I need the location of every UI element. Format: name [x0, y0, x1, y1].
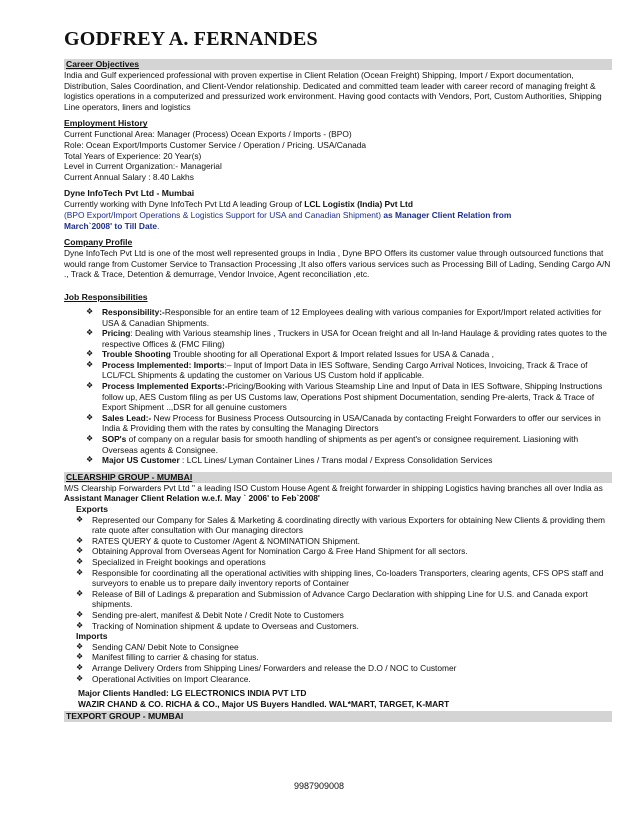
list-item — [76, 568, 612, 589]
employment-line: Level in Current Organization:- Managerial — [64, 161, 222, 172]
dyne-role: as Manager Client Relation from — [383, 209, 512, 220]
item-label: SOP's — [102, 434, 127, 445]
item-text: Sending pre-alert, manifest & Debit Note / Credit Note to Customers — [92, 609, 344, 620]
list-item — [76, 652, 612, 663]
item-text: of company on a regular basis for smooth handling of shipments as per agent's or consignee requirement. Liasioning with Overseas agents & Consignee. — [102, 434, 579, 455]
list-item — [86, 307, 612, 328]
list-item — [86, 434, 612, 455]
item-text: Responsible for coordinating all the operational activities with shipping lines, Co-loaders Transporters, clearing agents, CFS OPS staff and surveyors to enable us to prepare daily inventory reports of Container — [92, 567, 604, 589]
page-footer-number: 9987909008 — [293, 781, 345, 791]
diamond-bullet-icon: ❖ — [86, 306, 94, 316]
list-item — [76, 536, 612, 547]
clearship-intro-text: M/S Clearship Forwarders Pvt Ltd " a leading ISO Custom House Agent & freight forwarder in shipping Logistics having branches all over India as — [64, 482, 603, 493]
diamond-bullet-icon: ❖ — [86, 359, 94, 369]
dyne-line-3-tail: . — [157, 220, 160, 231]
item-text: :– Input of Import Data in IES Software, Sending Cargo Arrival Notices, Invoicing, Track & Trace of LCL/FCL Shipments & updating the customer on Various US Custom hold if applicable. — [102, 359, 588, 381]
dyne-line-1 — [64, 199, 612, 210]
list-item — [76, 557, 612, 568]
list-item — [76, 642, 612, 653]
item-label: Process Implemented Exports:- — [102, 381, 228, 392]
item-text: Tracking of Nomination shipment & update to Overseas and Customers. — [92, 620, 359, 631]
section-heading-texport: TEXPORT GROUP - MUMBAI — [66, 711, 184, 722]
item-text: Represented our Company for Sales & Marketing & coordinating directly with various Exporters for obtaining New Clients & providing them rate quote after consultation with Our managing directors — [92, 514, 605, 536]
section-heading-clearship: CLEARSHIP GROUP - MUMBAI — [66, 471, 193, 482]
section-heading-employment: Employment History — [64, 118, 148, 129]
exports-heading: Exports — [76, 504, 108, 514]
company-profile-text: Dyne InfoTech Pvt Ltd is one of the most well represented groups in India , Dyne BPO Offers its customer value through outsourced functions that would range from Customer Service to Transaction Processing ,It also offers various services such as Processing Bill of Lading, Sending Cargo A/N ., Track & Trace, Detention & demurrage, Vendor Invoice, Agent reconciliation ,etc. — [64, 248, 611, 280]
diamond-bullet-icon: ❖ — [86, 455, 94, 465]
item-label: Sales Lead:- — [102, 412, 152, 423]
item-label: Process Implemented: Imports — [102, 359, 225, 370]
list-item — [86, 381, 612, 413]
item-text: Obtaining Approval from Overseas Agent for Nomination Cargo & Free Hand Shipment for all sectors. — [92, 546, 468, 557]
dyne-line-3 — [64, 221, 612, 232]
employment-line: Current Annual Salary : 8.40 Lakhs — [64, 171, 194, 182]
diamond-bullet-icon: ❖ — [76, 556, 84, 566]
list-item — [76, 546, 612, 557]
list-item — [86, 328, 612, 349]
item-text: Trouble shooting for all Operational Export & Import related Issues for USA & Canada , — [170, 349, 494, 360]
dyne-line-2 — [64, 210, 612, 221]
candidate-name: GODFREY A. FERNANDES — [64, 28, 318, 50]
item-text: Release of Bill of Ladings & preparation and Submission of Advance Cargo Declaration with shipping Line for U.S. and Canada export shipments. — [92, 588, 588, 610]
employment-line: Total Years of Experience: 20 Year(s) — [64, 150, 202, 161]
list-item — [86, 455, 612, 466]
career-objective-text: India and Gulf experienced professional with proven expertise in Client Relation (Ocean Freight) Shipping, Import / Export documentation, Distribution, Sales Coordination, and Client-Vendor relationship. Dedicated and committed team leader with career record of managing freight & logistics operations in a computerized and pressurized work environment. Having good contacts with Vendors, Port, Custom Authorities, Shipping Line operators, liners and logistics — [64, 70, 602, 112]
item-text: Operational Activities on Import Clearance. — [92, 673, 251, 684]
section-heading-career: Career Objectives — [66, 59, 140, 69]
diamond-bullet-icon: ❖ — [86, 328, 94, 338]
item-text: Manifest filling to carrier & chasing for status. — [92, 652, 259, 663]
item-label: Pricing — [102, 328, 131, 339]
diamond-bullet-icon: ❖ — [86, 412, 94, 422]
clearship-intro — [64, 483, 612, 504]
item-text: RATES QUERY & quote to Customer /Agent & NOMINATION Shipment. — [92, 535, 360, 546]
diamond-bullet-icon: ❖ — [76, 652, 84, 662]
section-band-career — [64, 59, 612, 70]
list-item — [86, 413, 612, 434]
item-text: Specialized in Freight bookings and operations — [92, 556, 266, 567]
diamond-bullet-icon: ❖ — [76, 609, 84, 619]
item-text: New Process for Business Process Outsourcing in USA/Canada by contacting Freight Forwarders to offer our services in India & Providing them with the rates by consulting the Managing Directors — [102, 412, 601, 434]
diamond-bullet-icon: ❖ — [86, 434, 94, 444]
imports-heading: Imports — [76, 631, 108, 642]
dyne-company-name: LCL Logistix (India) Pvt Ltd — [304, 199, 413, 210]
list-item — [86, 349, 612, 360]
section-heading-dyne: Dyne InfoTech Pvt Ltd - Mumbai — [64, 188, 195, 199]
list-item — [76, 621, 612, 632]
item-label: Major US Customer — [102, 455, 180, 466]
responsibilities-list — [64, 307, 612, 466]
diamond-bullet-icon: ❖ — [76, 662, 84, 672]
section-band-clearship — [64, 472, 612, 483]
exports-list — [64, 515, 612, 632]
item-text: : LCL Lines/ Lyman Container Lines / Trans modal / Express Consolidation Services — [179, 455, 493, 466]
diamond-bullet-icon: ❖ — [76, 514, 84, 524]
item-label: Trouble Shooting — [102, 349, 171, 360]
item-text: Pricing/Booking with Various Steamship Line and Input of Data in IES Software, Shipping Instructions follow up, AES Custom filing as per US Customs law, Operations Post shipment Documentation, sending Pre-alerts, Track & Trace of Export Shipment ..,DSR for all genuine customers — [102, 381, 603, 413]
imports-list — [64, 642, 612, 684]
list-item — [86, 360, 612, 381]
list-item — [76, 674, 612, 685]
dyne-line-2-text: (BPO Export/Import Operations & Logistics Support for USA and Canadian Shipment) — [64, 209, 384, 220]
dyne-tenure: March`2008' to Till Date — [64, 220, 158, 231]
section-heading-responsibilities: Job Responsibilities — [64, 291, 148, 302]
clearship-role: Assistant Manager Client Relation w.e.f. May ` 2006' to Feb`2008' — [64, 493, 320, 504]
item-text: Sending CAN/ Debit Note to Consignee — [92, 641, 239, 652]
employment-line: Role: Ocean Export/Imports Customer Service / Operation / Pricing. USA/Canada — [64, 139, 367, 150]
major-clients-line-2: WAZIR CHAND & CO. RICHA & CO., Major US Buyers Handled. WAL*MART, TARGET, K-MART — [78, 698, 450, 709]
item-label: Responsibility:- — [102, 306, 165, 317]
diamond-bullet-icon: ❖ — [76, 620, 84, 630]
list-item — [76, 663, 612, 674]
item-text: Arrange Delivery Orders from Shipping Lines/ Forwarders and release the D.O / NOC to Customer — [92, 662, 457, 673]
diamond-bullet-icon: ❖ — [76, 673, 84, 683]
section-band-texport — [64, 711, 612, 722]
section-heading-profile: Company Profile — [64, 237, 133, 248]
item-text: : Dealing with Various steamship lines , Truckers in USA for Ocean freight and all In-land Haulage & providing rates quotes to the respective Offices & (FMC Filing) — [102, 328, 607, 349]
diamond-bullet-icon: ❖ — [86, 381, 94, 391]
diamond-bullet-icon: ❖ — [86, 349, 94, 359]
list-item — [76, 610, 612, 621]
diamond-bullet-icon: ❖ — [76, 567, 84, 577]
diamond-bullet-icon: ❖ — [76, 546, 84, 556]
list-item — [76, 515, 612, 536]
employment-line: Current Functional Area: Manager (Process) Ocean Exports / Imports - (BPO) — [64, 129, 352, 140]
dyne-line-1-text: Currently working with Dyne InfoTech Pvt Ltd A leading Group of — [64, 199, 305, 210]
item-text: Responsible for an entire team of 12 Employees dealing with various companies for Export/Import related activities for USA & Canadian Shipments. — [102, 306, 602, 328]
diamond-bullet-icon: ❖ — [76, 535, 84, 545]
diamond-bullet-icon: ❖ — [76, 588, 84, 598]
resume-page — [64, 28, 612, 722]
list-item — [76, 589, 612, 610]
major-clients-line-1: Major Clients Handled: LG ELECTRONICS INDIA PVT LTD — [78, 688, 307, 699]
diamond-bullet-icon: ❖ — [76, 641, 84, 651]
